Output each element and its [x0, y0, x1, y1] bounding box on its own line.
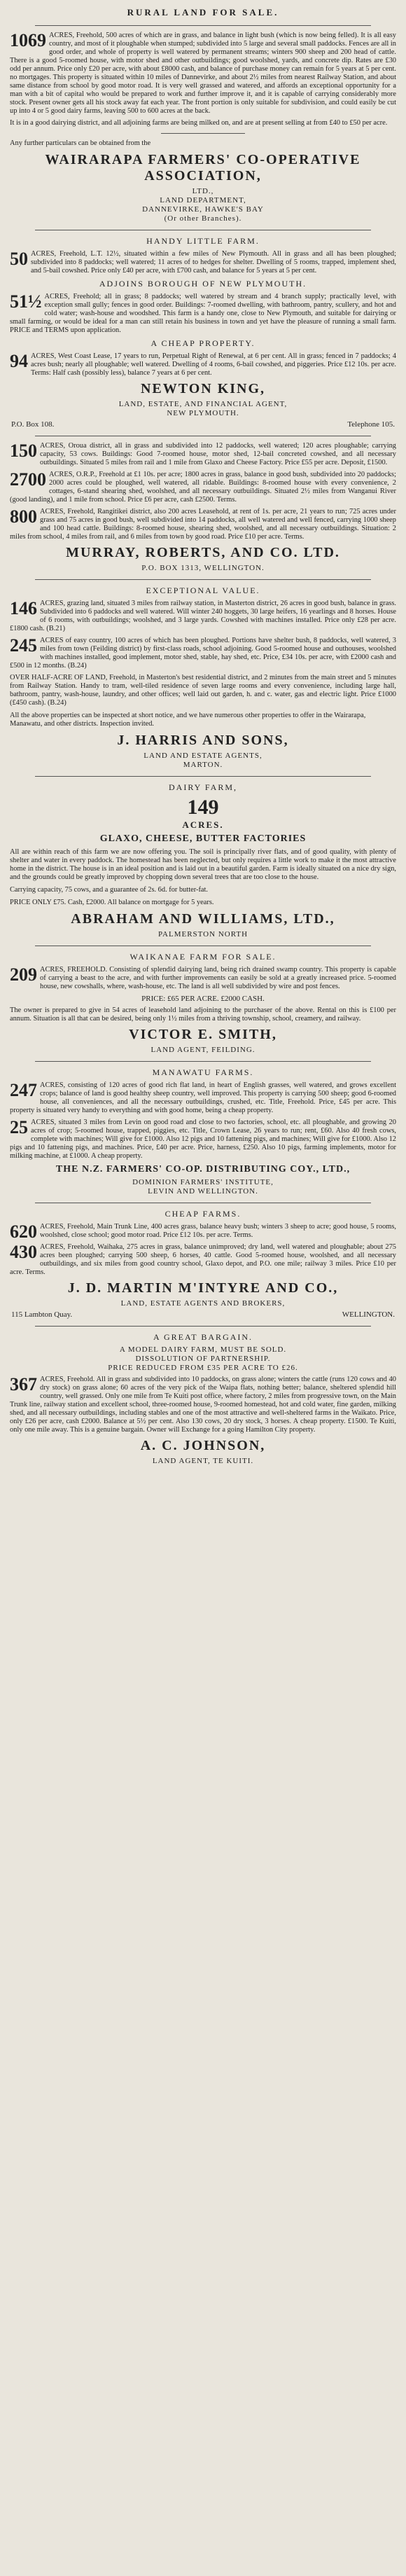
- advertiser-desc: LAND, ESTATE, AND FINANCIAL AGENT,: [118, 400, 288, 408]
- listing-367: [10, 1376, 396, 1434]
- telephone: Telephone 105.: [347, 420, 395, 429]
- advertiser-city: MARTON.: [183, 761, 223, 769]
- listing-number: 94: [10, 351, 28, 371]
- divider: [35, 25, 371, 26]
- listing-number: 25: [10, 1117, 28, 1137]
- ad-newton-king: [7, 236, 399, 429]
- listing-text: ACRES, consisting of 120 acres of good rich flat land, in heart of English grasses, well watered, and grows excellent crops; balance of land is good healthy sheep country, well improved. This property is carrying 500 sheep; good 6-roomed house, all conveniences, and all the necessary outbuildings, crushed, etc. Title, Freehold. Price, £45 per acre. This property is situated very handy to everything and with good home, being a cheap property.: [10, 1081, 396, 1114]
- listing-245: [10, 637, 396, 670]
- contact-row: [11, 420, 395, 429]
- further-particulars: Any further particulars can be obtained from the: [10, 139, 151, 147]
- listing-text: ACRES, Freehold, Main Trunk Line, 400 acres grass, balance heavy bush; winters 3 sheep to acre; good house, 5 rooms, woolshed, close school; good motor road. Price £12 10s. per acre. Terms.: [40, 1223, 396, 1239]
- listing-text: ACRES, West Coast Lease, 17 years to run, Perpetual Right of Renewal, at 6 per cent. All in grass; fenced in 7 paddocks; 4 acres bush; nearly all ploughable; well watered. Dwelling of 4 rooms, 6-bail cowshed, and piggeries. Price £12 10s. per acre. Terms: Half cash (possibly less), balance 7 years at 6 per cent.: [31, 352, 396, 377]
- divider: [35, 1061, 371, 1062]
- listing-number: 209: [10, 964, 37, 985]
- advertiser-city: PALMERSTON NORTH: [158, 930, 248, 939]
- listing-1069: [10, 32, 396, 116]
- listing-number: 620: [10, 1221, 37, 1242]
- listing-number: 800: [10, 506, 37, 527]
- listing-number: 51½: [10, 291, 42, 312]
- advertiser-name: THE N.Z. FARMERS' CO-OP. DISTRIBUTING COY., LTD.,: [55, 1164, 351, 1175]
- street-address: 115 Lambton Quay.: [11, 1310, 73, 1319]
- listing-247: [10, 1081, 396, 1115]
- ad-subheading: PRICE REDUCED FROM £35 PER ACRE TO £26.: [108, 1364, 298, 1372]
- advertiser-name: A. C. JOHNSON,: [140, 1438, 266, 1453]
- listing-note: It is in a good dairying district, and all adjoining farms are being milked on, and are at present selling at from £40 to £50 per acre.: [10, 119, 388, 127]
- listing-number: 150: [10, 441, 37, 461]
- divider: [35, 1326, 371, 1327]
- listing-text: ACRES, Freehold, Waihaka, 275 acres in grass, balance unimproved; dry land, well watered and ploughable; about 275 acres been ploughed; carrying 500 sheep, 6 horses, 40 cattle. Good 5-roomed house, woolshed, and all necessary outbuildings, and six miles from good country school, Glaxo depot, and P.O. one mile; railway 3 miles. Price £10 per acre. Terms.: [10, 1243, 396, 1276]
- advertiser-city: LEVIN AND WELLINGTON.: [148, 1187, 258, 1196]
- ad-subheading: A MODEL DAIRY FARM, MUST BE SOLD.: [119, 1345, 287, 1354]
- advertiser-city: NEW PLYMOUTH.: [167, 409, 239, 417]
- listing-price: PRICE: £65 PER ACRE. £2000 CASH.: [141, 995, 265, 1003]
- listing-text: ACRES, O.R.P., Freehold at £1 10s. per acre; 1800 acres in grass, balance in good bush, subdivided into 20 paddocks; 2000 acres could be ploughed, well watered, all ridable. Buildings: 8-roomed house with every convenience, 2 cottages, 6-stand shearing shed, woolshed, and all necessary outbuildings. Situated 2½ miles from Wanganui River (good landing), and 1 mile from school. Price £6 per acre, cash £2500. Terms.: [10, 471, 396, 504]
- listing-half-acre: OVER HALF-ACRE OF LAND, Freehold, in Masterton's best residential district, and 2 minutes from the main street and 5 minutes from Railway Station. Handy to tram, well-tiled residence of seven large rooms and every convenience, including large hall, bathroom, pantry, wash-house, laundry, and other offices; well laid out garden, h. and c. water, gas and electric light. Price £1000 (£450 cash). (B.24): [10, 674, 396, 707]
- listing-text: ACRES, Freehold, 500 acres of which are in grass, and balance in light bush (which is now being felled). It is all easy country, and most of it ploughable when stumped; subdivided into 5 large and several small paddocks. Fences are all in good order, and whole of property is well watered by permanent streams; winters 900 sheep and 200 head of cattle. There is a good 5-roomed house, with motor shed and other outbuildings; good woolshed, yards, and concrete dip. Rates are £30 odd per annum. Price only £20 per acre, with about £8000 cash, and balance of purchase money can remain for 5 years at 5 per cent. no mortgages. This property is situated within 10 miles of Dannevirke, and about 2½ miles from nearest Railway Station, and about same distance from school by good motor road. It is very well grassed and watered, and affords an exceptional opportunity for a man with a bit of capital who would be prepared to work and further improve it, and it is capable of carrying considerably more stock. Present owner gets all his stock away fat each year. The front portion is only suitable for subdivision, and could easily be cut up into 4 or 5 good dairy farms, leaving 500 to 600 acres at the back.: [10, 32, 396, 115]
- advertiser-name: MURRAY, ROBERTS, AND CO. LTD.: [66, 545, 340, 560]
- ad-heading: HANDY LITTLE FARM.: [146, 236, 260, 246]
- ad-note: The owner is prepared to give in 54 acres of leasehold land adjoining to the purchaser of the above. Rental on this is £100 per annum. Situation is all that can be desired, being only 1½ miles from a thriving township, school, creamery, and railway.: [10, 1006, 396, 1023]
- ad-note: All the above properties can be inspected at short notice, and we have numerous other properties to offer in the Wairarapa, Manawatu, and other districts. Inspection invited.: [10, 712, 366, 728]
- page-header: RURAL LAND FOR SALE.: [127, 7, 279, 18]
- factory-tagline: GLAXO, CHEESE, BUTTER FACTORIES: [99, 833, 307, 844]
- advertiser-desc: LAND, ESTATE AGENTS AND BROKERS,: [120, 1299, 286, 1308]
- listing-text: ACRES of easy country, 100 acres of which has been ploughed. Portions have shelter bush, 8 paddocks, well watered, 3 miles from town (Feilding district) by first-class roads, school adjoining. Good 5-roomed house and outhouses, woolshed with machines installed, good implement, motor shed, stable, hay shed, etc. Price, £34 10s. per acre, with £2000 cash and £500 in 12 months. (B.24): [10, 637, 396, 670]
- ad-harris: [7, 586, 399, 769]
- listing-number: 430: [10, 1242, 37, 1262]
- carrying-capacity: Carrying capacity, 75 cows, and a guarantee of 2s. 6d. for butter-fat.: [10, 886, 209, 894]
- listing-25: [10, 1119, 396, 1161]
- listing-number: 367: [10, 1374, 37, 1394]
- listing-number: 146: [10, 598, 37, 618]
- listing-146: [10, 600, 396, 633]
- ad-subheading: DISSOLUTION OF PARTNERSHIP.: [135, 1355, 271, 1363]
- listing-text: ACRES, Oroua district, all in grass and subdivided into 12 paddocks, well watered; 120 acres ploughable; carrying capacity, 53 cows. Buildings: Good 7-roomed house, motor shed, 12-bail concreted cowshed, and all necessary outbuildings. Situated 5 miles from rail and 1 mile from Glaxo and Cheese Factory. Price £55 per acre. Deposit, £1500.: [40, 442, 396, 466]
- listing-text: ACRES, Freehold. All in grass and subdivided into 10 paddocks, on grass alone; winters the cattle (runs 120 cows and 40 dry stock) on grass alone; 60 acres of the very pick of the Waipa flats, nothing better; balance, sheltered splendid hill country, well grassed. Only one mile from Te Kuiti post office, where factory, 2 miles from progressive town, on the Main Trunk line, railway station and excellent school, three-roomed house, 9-roomed homestead, hot and cold water, fine garden, milking shed, and all necessary outbuildings, including stables and one of the most attractive and well-sheltered farms in the Waikato. Price, only £26 per acre, cash £2000. Balance at 5½ per cent. Also 130 cows, 20 dry stock, 3 horses. A cheap property. £1500. Te Kuiti, only one mile away. This is a genuine bargain. Owner will Exchange for a going Hamilton City property.: [10, 1376, 396, 1434]
- divider: [161, 133, 245, 134]
- ad-heading: ADJOINS BOROUGH OF NEW PLYMOUTH.: [99, 279, 307, 289]
- newspaper-page: [7, 0, 399, 1465]
- advertiser-name: ABRAHAM AND WILLIAMS, LTD.,: [71, 911, 335, 927]
- listing-number: 2700: [10, 469, 46, 490]
- ad-victor-smith: [7, 952, 399, 1054]
- listing-text: ACRES, Freehold, Rangitikei district, also 200 acres Leasehold, at rent of 1s. per acre, 21 years to run; 725 acres under grass and 75 acres in good bush, well subdivided into 14 paddocks, all well watered and well fenced, carrying 1000 sheep and 100 head cattle. Buildings: 8-roomed house, shearing shed, woolshed, and all necessary outbuildings. Situation: 2 miles from school, 4 miles from rail, and 6 miles from town by good road. Price £10 per acre. Terms.: [10, 508, 396, 541]
- listing-text: ACRES, Freehold; all in grass; 8 paddocks; well watered by stream and 4 branch supply; practically level, with exception small gully; fences in good order. Buildings: 7-roomed dwelling, with bathroom, pantry, scullery, and hot and cold water; wash-house and woodshed. This farm is a handy one, close to New Plymouth, and suitable for dairying or small farming, or would be ideal for a man can still retain his business in town and yet have the pleasure of running a small farm. PRICE and TERMS upon application.: [10, 293, 396, 334]
- divider: [35, 776, 371, 777]
- acreage-word: ACRES.: [182, 819, 224, 830]
- listing-text: ACRES, Freehold, L.T. 12½, situated within a few miles of New Plymouth. All in grass and all has been ploughed; subdivided into 8 paddocks; well watered; 11 acres of to hedges for shelter. Dwelling of 5 rooms, trapped, implement shed, and 5-bail cowshed. Price only £40 per acre, with £700 cash, and balance for 5 years at 5 per cent.: [31, 250, 396, 275]
- advertiser-name: WAIRARAPA FARMERS' CO-OPERATIVE ASSOCIATION,: [45, 152, 361, 183]
- advertiser-desc: LAND AGENT, FEILDING.: [150, 1046, 255, 1054]
- listing-209: [10, 966, 396, 991]
- listing-800: [10, 508, 396, 541]
- advertiser-name: NEWTON KING,: [140, 381, 266, 396]
- po-box: P.O. Box 108.: [11, 420, 55, 429]
- advertiser-desc: LAND AGENT, TE KUITI.: [152, 1457, 254, 1465]
- listing-94: [10, 352, 396, 378]
- address-row: [11, 1310, 395, 1319]
- ad-heading: EXCEPTIONAL VALUE.: [146, 586, 260, 595]
- advertiser-dept: LAND DEPARTMENT,: [160, 196, 246, 205]
- advertiser-place: DANNEVIRKE, HAWKE'S BAY: [142, 205, 264, 214]
- listing-text: ACRES, grazing land, situated 3 miles from railway station, in Masterton district, 26 acres in good bush, balance in grass. Subdivided into 6 paddocks and well watered. Will winter 240 hoggets, 30 large heifers, 16 yearlings and 8 horses. House of 6 rooms, with outbuildings; woolshed, and 3 large yards. Cowshed with machines installed. Price only £28 per acre. £1800 cash. (B.21): [10, 600, 396, 632]
- ad-mcintyre: [7, 1209, 399, 1319]
- advertiser-name: J. HARRIS AND SONS,: [117, 733, 289, 748]
- farm-price: PRICE ONLY £75. Cash, £2000. All balance on mortgage for 5 years.: [10, 899, 214, 906]
- ad-heading: A GREAT BARGAIN.: [153, 1332, 253, 1342]
- farm-description: All are within reach of this farm we are now offering you. The soil is principally river flats, and of good quality, with plenty of shelter and water in every paddock. The homestead has been neglected, but only requires a little work to make it the most attractive home in the district. The house is in an ideal position and is laid out in a beautiful garden. Farm is ideally situated on a nice dry sign, and the grounds could be greatly improved by chopping down several trees that are too close to the house.: [10, 848, 396, 881]
- listing-text: ACRES, situated 3 miles from Levin on good road and close to two factories, school, etc. all ploughable, and growing 20 acres of crop; 5-roomed house, trapped, piggies, etc. Title, Crown Lease, 26 years to run; rent, £60. Also 40 fresh cows, complete with machines; Will give for £1000. Also 12 pigs and 10 fattening pigs, and machines; Will give for £1000. Also 12 pigs and 10 fattening pigs, and machines. Price, £40 per acre. Price, harness, £250. Also 10 pigs, farming implements, motor for milking machine, at £1000. A cheap property.: [10, 1119, 396, 1160]
- ad-heading: CHEAP FARMS.: [164, 1209, 241, 1219]
- ad-murray-roberts: [7, 442, 399, 572]
- ad-nz-farmers: [7, 1067, 399, 1196]
- advertiser-address: P.O. BOX 1313, WELLINGTON.: [141, 564, 265, 572]
- advertiser-name: VICTOR E. SMITH,: [129, 1027, 277, 1042]
- listing-text: ACRES, FREEHOLD. Consisting of splendid dairying land, being rich drained swamp country. This property is capable of carrying a beast to the acre, and with further improvements can easily be sold at a greatly increased price. 5-roomed house, new cowshalls, where, wash-house, etc. The land is all well subdivided by wire and post fences.: [40, 966, 396, 990]
- advertiser-desc: LAND AND ESTATE AGENTS,: [144, 752, 262, 760]
- listing-50: [10, 250, 396, 275]
- big-acreage: [7, 796, 399, 831]
- ad-abraham-williams: [7, 782, 399, 939]
- listing-number: 245: [10, 635, 37, 656]
- listing-number: 1069: [10, 30, 46, 50]
- ad-wairarapa: [7, 32, 399, 223]
- ad-heading: A CHEAP PROPERTY.: [150, 338, 255, 348]
- listing-number: 247: [10, 1080, 37, 1100]
- listing-51: [10, 293, 396, 335]
- ad-heading: DAIRY FARM,: [168, 782, 237, 792]
- advertiser-desc: DOMINION FARMERS' INSTITUTE,: [132, 1178, 274, 1186]
- divider: [35, 579, 371, 580]
- ad-heading: MANAWATU FARMS.: [152, 1067, 254, 1077]
- listing-620: [10, 1223, 396, 1240]
- advertiser-ltd: LTD.,: [192, 187, 214, 195]
- ad-heading: WAIKANAE FARM FOR SALE.: [130, 952, 276, 962]
- ad-johnson: [7, 1332, 399, 1465]
- listing-2700: [10, 471, 396, 504]
- advertiser-name: J. D. MARTIN M'INTYRE AND CO.,: [67, 1280, 339, 1296]
- listing-150: [10, 442, 396, 467]
- listing-number: 50: [10, 249, 28, 269]
- advertiser-city: WELLINGTON.: [342, 1310, 395, 1319]
- listing-430: [10, 1243, 396, 1277]
- acreage-number: 149: [187, 796, 219, 819]
- advertiser-branches: (Or other Branches).: [164, 214, 242, 223]
